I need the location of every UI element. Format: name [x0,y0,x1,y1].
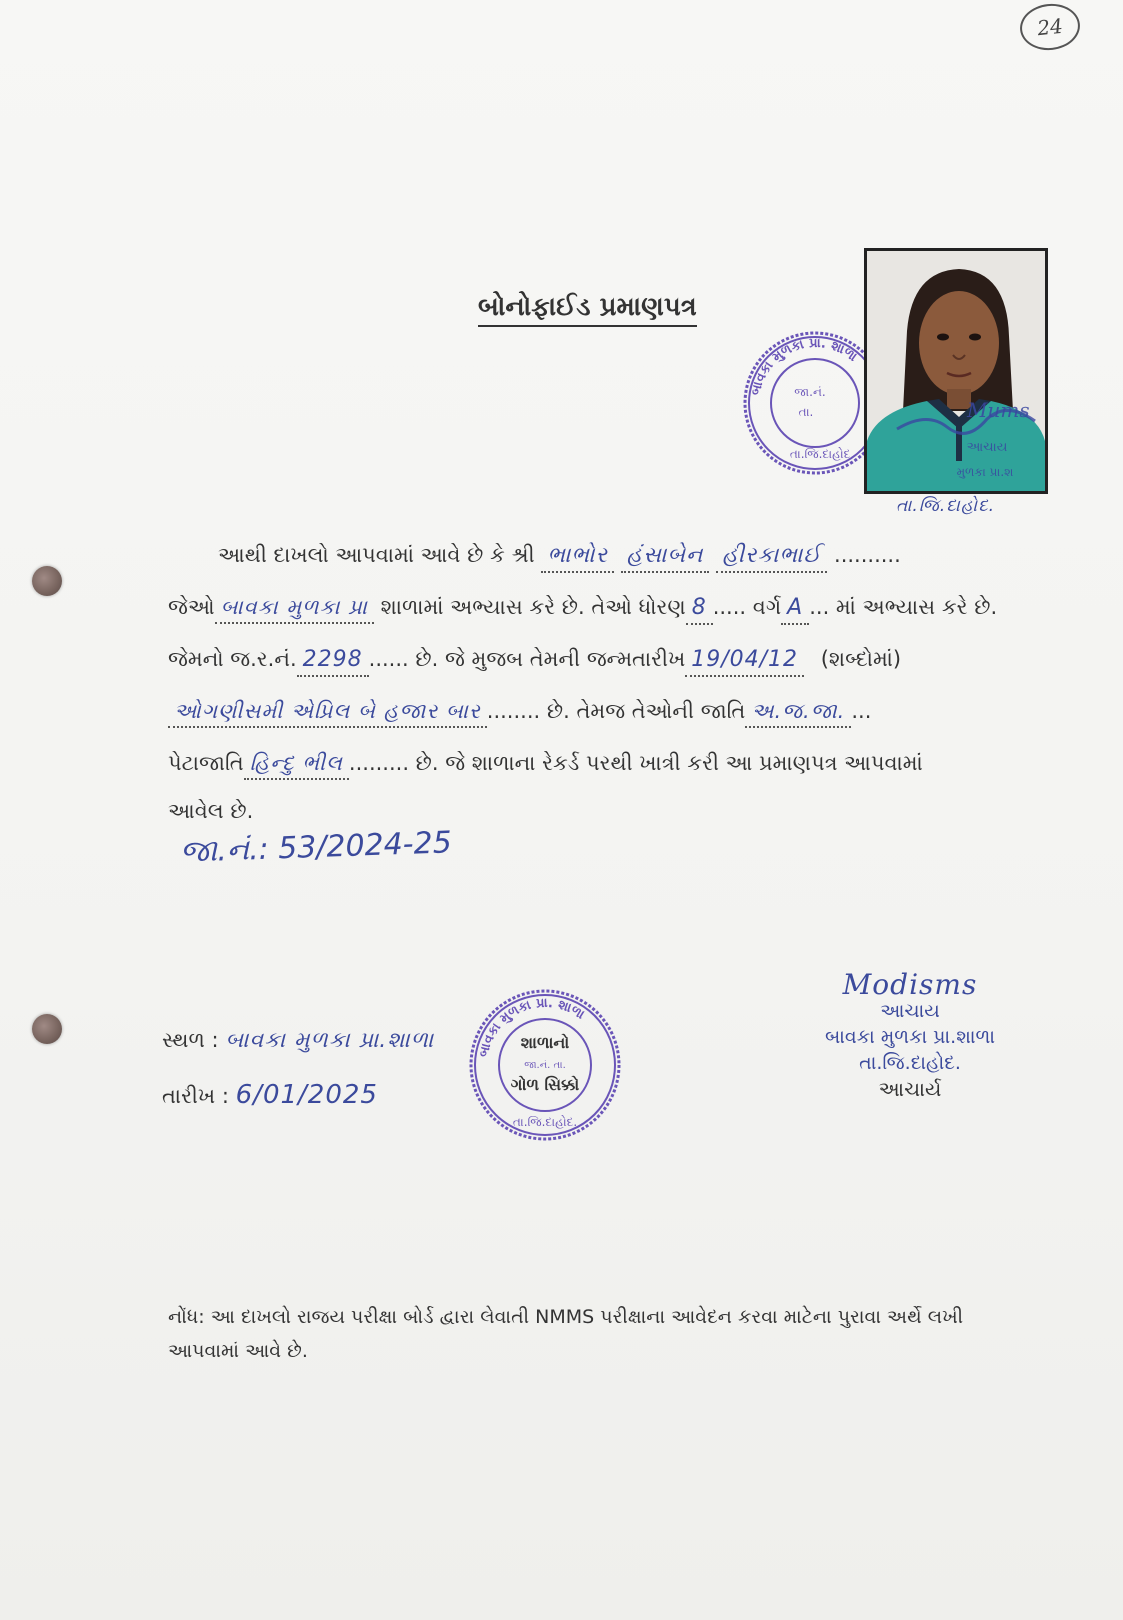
note-line-1: નોંધ: આ દાખલો રાજય પરીક્ષા બોર્ડ દ્વારા લેવાતી NMMS પરીક્ષાના આવેદન કરવા માટેના પુરાવા અર્થે લખી [168,1306,964,1328]
student-surname: ભાભોર [541,541,613,573]
photo-stamp-line-1: આચાય [966,440,1008,455]
principal-title: આચાર્ય [878,1077,942,1101]
principal-signature: Modisms [842,968,978,1001]
seal-bottom-text: તા.જિ.દાહોદ. [789,447,855,461]
seal-inner-line-1: જા.નં. [794,385,826,399]
line5-prefix: પેટાજાતિ [168,751,244,775]
body-line-2 [168,592,1068,625]
round-stamp-inner-small: જા.નં. તા. [524,1060,566,1071]
line3-text1: ...... છે. જે મુજબ તેમની જન્મતારીખ [368,647,686,671]
line4-text1: ........ છે. તેમજ તેઓની જાતિ [486,699,746,723]
page-number: 24 [1018,1,1082,53]
date-label: તારીખ : [162,1084,229,1108]
body-line-6: આવેલ છે. [168,799,254,823]
sub-caste: હિન્દુ ભીલ [244,748,349,780]
caste: અ.જ.જા. [745,696,851,728]
round-stamp-center-bottom: ગોળ સિક્કો [510,1075,580,1094]
place-value: બાવકા મુળકા પ્રા.શાળા [225,1028,435,1053]
round-stamp-ring-text: બાવકા મુળકા પ્રા. શાળા [476,995,588,1059]
line1-prefix: આથી દાખલો આપવામાં આવે છે કે શ્રી [218,543,535,567]
date-row [162,1080,378,1110]
line2-text1: શાળામાં અભ્યાસ કરે છે. તેઓ ધોરણ [380,595,686,619]
punch-hole-top [32,566,62,596]
seal-ring-text: બાવકા મુળકા પ્રા. શાળા [748,335,860,397]
photo-stamp-line-2: મુળકા પ્રા.શ [956,465,1014,479]
place-label: સ્થળ : [162,1028,219,1052]
student-standard: 8 [686,593,713,625]
seal-inner-line-2: તા. [798,405,814,419]
punch-hole-bottom [32,1014,62,1044]
student-photo [864,248,1048,494]
line3-prefix: જેમનો જ.ર.નં. [168,647,297,671]
date-of-birth: 19/04/12 [685,645,804,677]
reference-number: જા.નં.: 53/2024-25 [179,825,453,870]
principal-stamp-line-3: તા.જિ.દાહોદ. [859,1052,961,1074]
photo-signature-overlay: Mums [967,398,1030,422]
school-round-stamp [466,986,624,1144]
date-value: 6/01/2025 [235,1080,378,1110]
date-of-birth-in-words: ઓગણીસમી એપ્રિલ બે હજાર બાર [168,696,487,728]
photo-stamp-line-3: તા.જિ.દાહોદ. [896,496,996,516]
principal-stamp-line-2: બાવકા મુળકા પ્રા.શાળા [824,1026,995,1048]
line2-text2: ..... વર્ગ [712,595,782,619]
body-line-3 [168,644,1068,677]
place-row [162,1028,434,1053]
student-first-name: હંસાબેન [621,541,710,573]
line2-text3: ... માં અભ્યાસ કરે છે. [809,595,998,619]
round-stamp-center-top: શાળાનો [520,1033,570,1052]
body-line-1 [218,540,1068,573]
gr-number: 2298 [297,645,369,677]
round-stamp-bottom-text: તા.જિ.દાહોદ. [512,1115,578,1129]
line5-text1: ......... છે. જે શાળાના રેકર્ડ પરથી ખાત્રી કરી આ પ્રમાણપત્ર આપવામાં [348,751,923,775]
note-line-2: આપવામાં આવે છે. [168,1340,308,1362]
school-name: બાવકા મુળકા પ્રા [215,592,374,624]
student-father-name: હીરકાભાઈ [716,541,827,573]
line4-trail: ... [851,699,872,723]
note [168,1300,1028,1368]
body-line-4 [168,696,1068,728]
line3-text2: (શબ્દોમાં) [820,647,902,671]
principal-signature-block [800,968,1020,1102]
student-division: A [781,593,809,625]
principal-stamp-line-1: આચાય [880,1000,940,1022]
body-line-5 [168,748,1068,780]
certificate-title: બોનોફાઈડ પ્રમાણપત્ર [478,292,697,327]
line1-trail: .......... [834,543,901,567]
line2-prefix: જેઓ [168,595,215,619]
